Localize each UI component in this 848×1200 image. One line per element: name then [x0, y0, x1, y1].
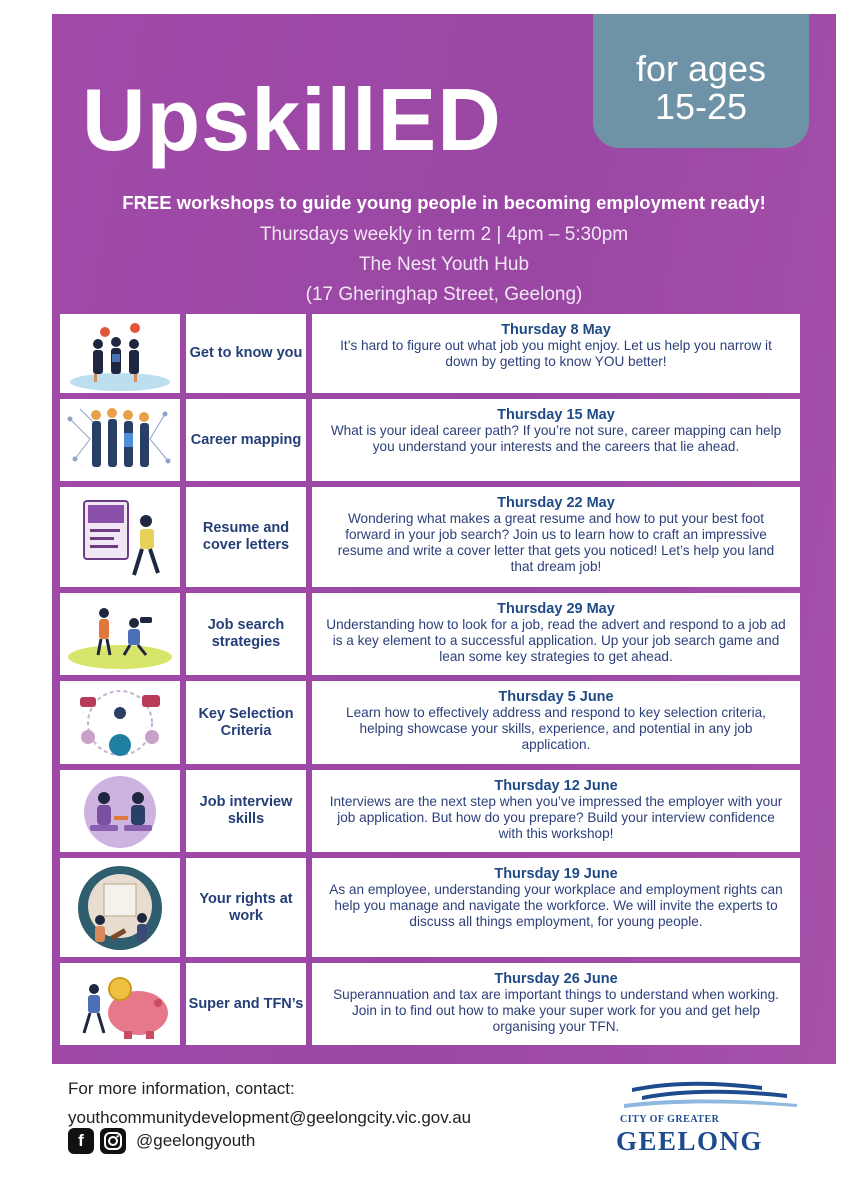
selection-criteria-illustration — [60, 681, 180, 764]
workshop-name: Resume and cover letters — [202, 520, 290, 553]
superannuation-illustration — [60, 963, 180, 1045]
workshop-name-cell — [186, 399, 306, 481]
resume-illustration — [60, 487, 180, 587]
workshop-name: Super and TFN’s — [188, 995, 304, 1012]
workplace-rights-illustration — [60, 858, 180, 957]
workshop-description-cell — [312, 858, 800, 957]
workshop-row — [60, 681, 800, 764]
workshop-description-cell — [312, 963, 800, 1045]
workshop-row — [60, 963, 800, 1045]
workshop-description: Superannuation and tax are important things to understand when working. Join in to find out how to make your super work for you and get help organising your TFN. — [333, 987, 779, 1034]
workshop-date: Thursday 19 June — [494, 866, 618, 882]
city-of-greater-geelong-logo — [612, 1078, 802, 1168]
workshop-description: Understanding how to look for a job, read the advert and respond to a job ad is a key element to a successful application. Up your job search game and lean some key strategies to get ahead. — [326, 617, 786, 664]
logo-small-text: CITY OF GREATER — [620, 1114, 720, 1125]
workshop-row — [60, 314, 800, 393]
workshop-description: Learn how to effectively address and respond to key selection criteria, helping showcase your skills, experience, and potential in any job application. — [346, 705, 766, 752]
workshop-description-cell — [312, 593, 800, 675]
workshop-date: Thursday 22 May — [497, 495, 615, 511]
workshop-description: Wondering what makes a great resume and how to put your best foot forward in your job search? Join us to learn how to craft an impressive resume and write a cover letter that gets you noticed! Let’s help you land that dream job! — [337, 511, 775, 574]
contact-label: For more information, contact: — [68, 1079, 295, 1098]
job-search-illustration — [60, 593, 180, 675]
address-text: (17 Gheringhap Street, Geelong) — [305, 284, 583, 305]
workshop-name: Your rights at work — [199, 890, 293, 924]
age-badge-line2: 15-25 — [654, 86, 748, 127]
workshop-name: Career mapping — [190, 431, 302, 448]
contact-block — [68, 1074, 471, 1132]
workshop-description: What is your ideal career path? If you’re not sure, career mapping can help you understand your interests and the careers that lie ahead. — [330, 423, 782, 454]
workshop-name-cell — [186, 487, 306, 587]
workshop-date: Thursday 5 June — [498, 689, 614, 705]
workshop-description: Interviews are the next step when you’ve impressed the employer with your job application. But how do you prepare? Build your interview confidence with this workshop! — [329, 794, 783, 841]
workshop-row — [60, 858, 800, 957]
workshop-description: It’s hard to figure out what job you might enjoy. Let us help you narrow it down by getting to know YOU better! — [340, 338, 772, 369]
workshop-row — [60, 487, 800, 587]
workshop-date: Thursday 12 June — [494, 778, 618, 794]
workshop-date: Thursday 15 May — [497, 407, 615, 423]
people-group-illustration — [60, 314, 180, 393]
workshop-name-cell — [186, 963, 306, 1045]
schedule-text: Thursdays weekly in term 2 | 4pm – 5:30pm — [259, 224, 629, 245]
workshop-date: Thursday 26 June — [494, 971, 618, 987]
career-network-illustration — [60, 399, 180, 481]
logo-big-text: GEELONG — [616, 1126, 764, 1156]
instagram-icon[interactable] — [100, 1128, 126, 1154]
workshop-name-cell — [186, 593, 306, 675]
social-links — [68, 1128, 255, 1154]
workshop-date: Thursday 8 May — [501, 322, 611, 338]
workshop-name-cell — [186, 314, 306, 393]
workshop-row — [60, 770, 800, 852]
workshop-name-cell — [186, 681, 306, 764]
age-badge — [593, 14, 809, 148]
workshop-name: Job interview skills — [199, 794, 293, 827]
interview-illustration — [60, 770, 180, 852]
page-title: UpskillED — [82, 70, 502, 169]
facebook-icon[interactable]: f — [68, 1128, 94, 1154]
tagline: FREE workshops to guide young people in becoming employment ready! — [122, 192, 766, 213]
workshop-description-cell — [312, 681, 800, 764]
workshop-name: Job search strategies — [207, 617, 285, 650]
workshop-row — [60, 399, 800, 481]
social-handle[interactable]: @geelongyouth — [136, 1131, 256, 1150]
workshop-description-cell — [312, 399, 800, 481]
age-badge-line1: for ages — [635, 48, 767, 89]
workshop-name-cell — [186, 858, 306, 957]
workshop-date: Thursday 29 May — [497, 601, 615, 617]
geelong-logo-waves-icon — [612, 1078, 802, 1114]
workshop-name-cell — [186, 770, 306, 852]
workshop-description-cell — [312, 487, 800, 587]
workshop-description-cell — [312, 314, 800, 393]
contact-email-link[interactable]: youthcommunitydevelopment@geelongcity.vic.gov.au — [68, 1108, 472, 1127]
venue-text: The Nest Youth Hub — [358, 254, 530, 275]
workshop-name: Get to know you — [189, 345, 303, 361]
workshop-description: As an employee, understanding your workplace and employment rights can help you manage and navigate the workforce. We will invite the experts to discuss all things employment, for young people. — [329, 882, 783, 929]
workshop-name: Key Selection Criteria — [198, 705, 294, 739]
workshop-description-cell — [312, 770, 800, 852]
workshop-row — [60, 593, 800, 675]
